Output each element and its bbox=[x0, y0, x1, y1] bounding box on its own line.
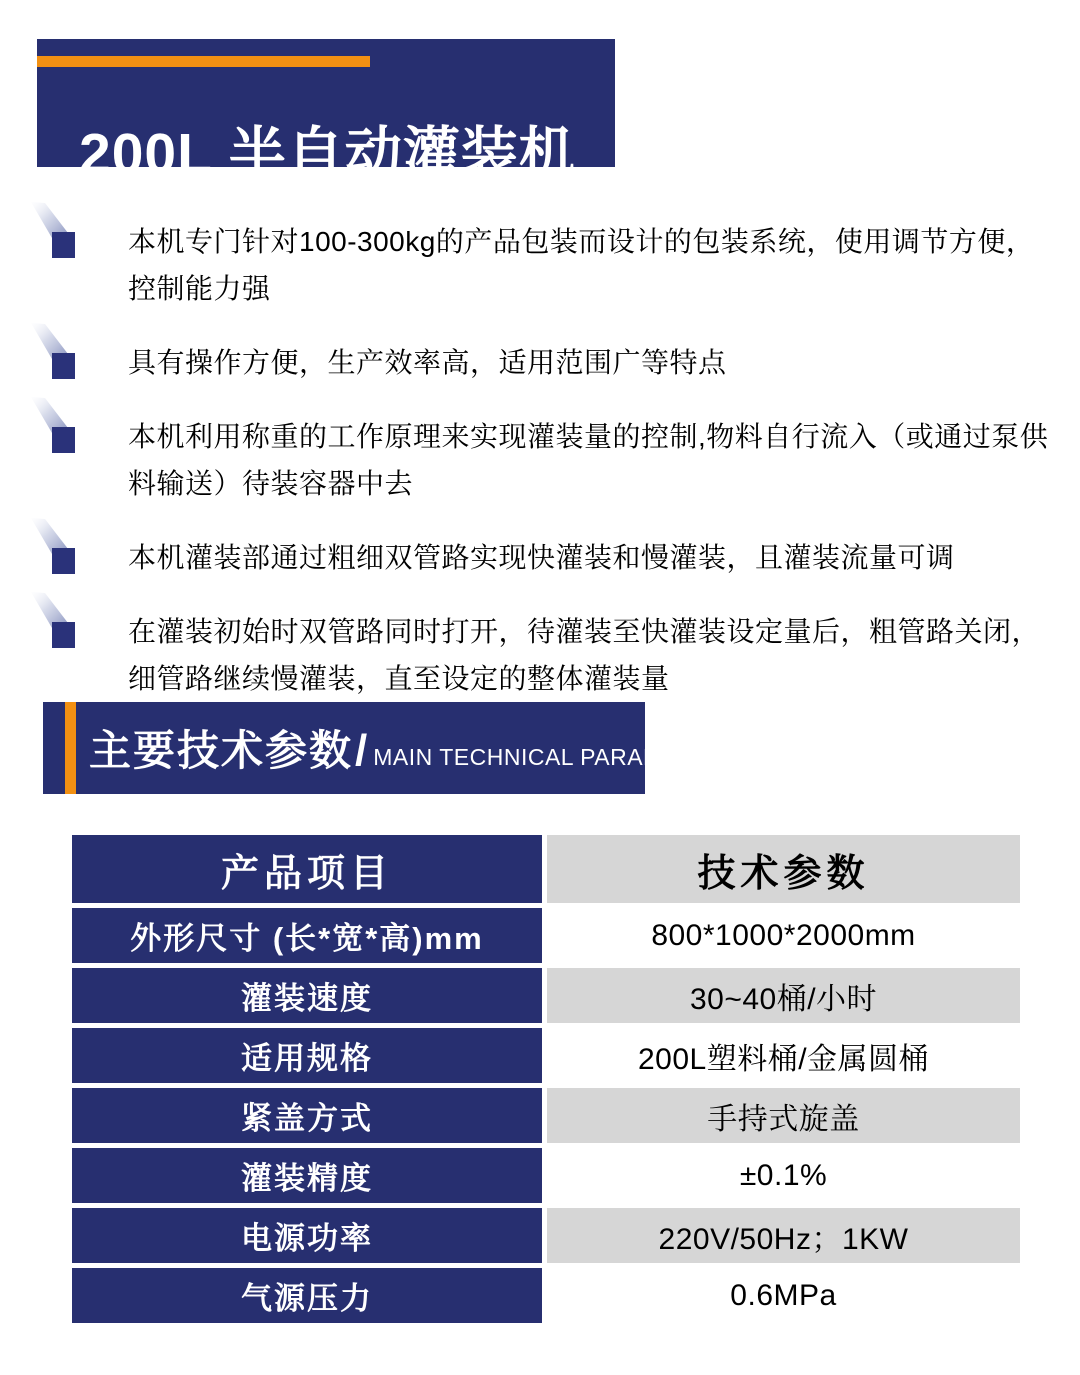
section-title-separator: / bbox=[355, 726, 368, 775]
spec-row-label: 适用规格 bbox=[72, 1028, 542, 1083]
feature-item bbox=[30, 608, 1055, 702]
spec-row-label: 灌装精度 bbox=[72, 1148, 542, 1203]
spec-row-value: ±0.1% bbox=[547, 1148, 1020, 1203]
spec-row-value: 220V/50Hz；1KW bbox=[547, 1208, 1020, 1263]
spec-row-label: 气源压力 bbox=[72, 1268, 542, 1323]
spec-row-label: 电源功率 bbox=[72, 1208, 542, 1263]
spec-row-value: 0.6MPa bbox=[547, 1268, 1020, 1323]
spec-row-value: 30~40桶/小时 bbox=[547, 968, 1020, 1023]
feature-text: 本机专门针对100-300kg的产品包装而设计的包装系统，使用调节方便，控制能力强 bbox=[128, 226, 1035, 304]
section-title bbox=[89, 718, 742, 778]
spec-table bbox=[72, 835, 1020, 1323]
section-title-en: MAIN TECHNICAL PARAMETERS bbox=[373, 744, 742, 770]
section-accent-stripe bbox=[65, 702, 76, 794]
feature-item bbox=[30, 534, 1055, 581]
beam-bullet-icon bbox=[30, 323, 82, 381]
feature-text: 本机灌装部通过粗细双管路实现快灌装和慢灌装，且灌装流量可调 bbox=[128, 542, 955, 573]
section-header bbox=[43, 702, 742, 794]
feature-item bbox=[30, 339, 1055, 386]
banner-accent-bar bbox=[37, 56, 370, 67]
spec-row-label: 紧盖方式 bbox=[72, 1088, 542, 1143]
feature-text: 具有操作方便，生产效率高，适用范围广等特点 bbox=[128, 347, 727, 378]
feature-text: 本机利用称重的工作原理来实现灌装量的控制,物料自行流入（或通过泵供料输送）待装容器中去 bbox=[128, 421, 1049, 499]
spec-row-label: 灌装速度 bbox=[72, 968, 542, 1023]
feature-list bbox=[30, 218, 1055, 729]
beam-bullet-icon bbox=[30, 592, 82, 650]
spec-table-header-product-items: 产品项目 bbox=[72, 835, 542, 903]
spec-row-value: 手持式旋盖 bbox=[547, 1088, 1020, 1143]
spec-row-value: 800*1000*2000mm bbox=[547, 908, 1020, 963]
product-title: 200L 半自动灌装机 bbox=[79, 122, 577, 186]
spec-table-header-technical-params: 技术参数 bbox=[547, 835, 1020, 903]
section-title-zh: 主要技术参数 bbox=[89, 727, 354, 774]
feature-text: 在灌装初始时双管路同时打开，待灌装至快灌装设定量后，粗管路关闭，细管路继续慢灌装，直至设定的整体灌装量 bbox=[128, 616, 1041, 694]
spec-row-label: 外形尺寸 (长*宽*高)mm bbox=[72, 908, 542, 963]
feature-item bbox=[30, 218, 1055, 312]
product-title-banner bbox=[37, 39, 615, 186]
feature-item bbox=[30, 413, 1055, 507]
beam-bullet-icon bbox=[30, 397, 82, 455]
beam-bullet-icon bbox=[30, 202, 82, 260]
spec-row-value: 200L塑料桶/金属圆桶 bbox=[547, 1028, 1020, 1083]
beam-bullet-icon bbox=[30, 518, 82, 576]
